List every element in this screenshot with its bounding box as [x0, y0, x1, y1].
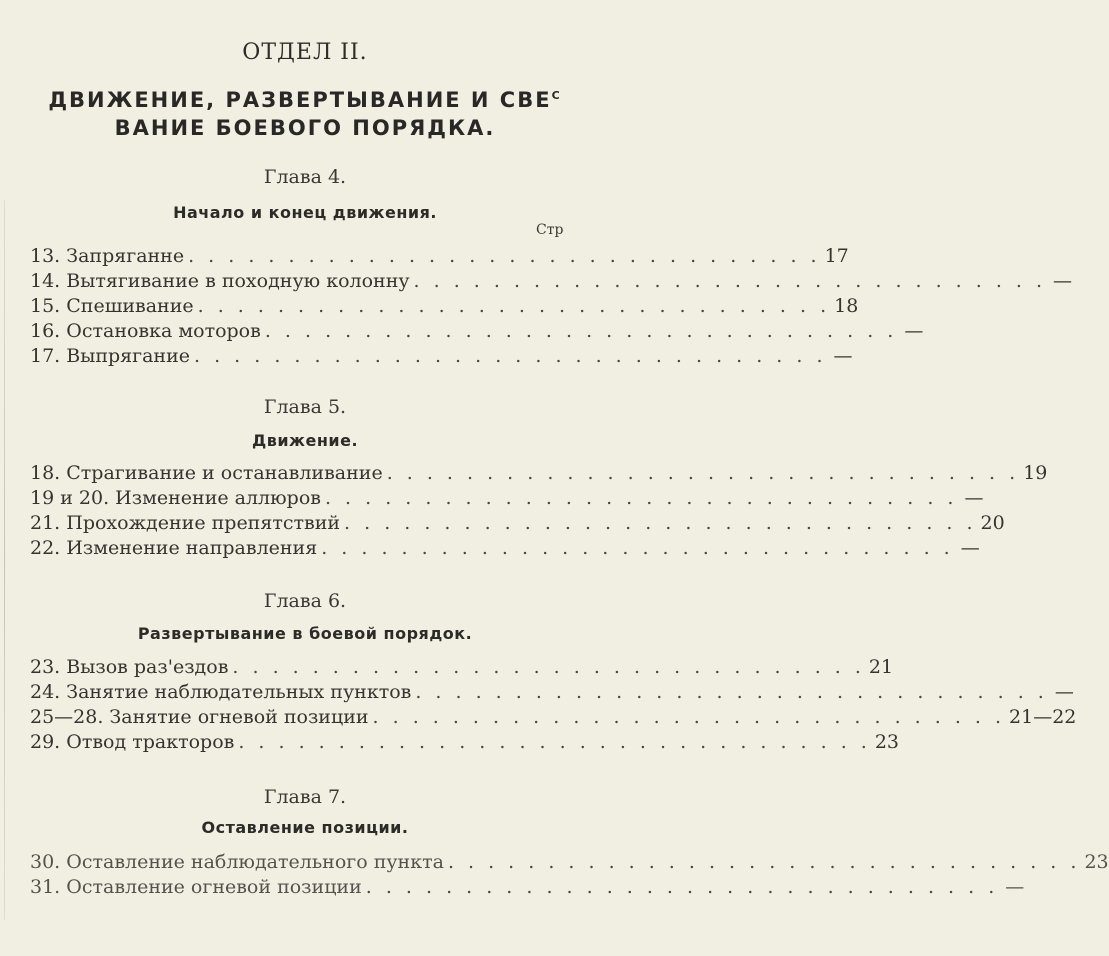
entry-text: 16. Остановка моторов: [30, 320, 261, 342]
toc-entry: [30, 487, 984, 513]
toc-entry: [30, 295, 859, 321]
toc-entry: [30, 512, 1005, 538]
entry-page: 17: [824, 245, 849, 267]
leader-dots: . . . . . . . . . . . . . . . . . . . . . . . . . . . . . . . .: [324, 487, 958, 509]
leader-dots: . . . . . . . . . . . . . . . . . . . . . . . . . . . . . . . .: [238, 731, 871, 753]
entry-page: —: [833, 345, 853, 367]
toc-entry: [30, 656, 894, 682]
chapter-6-title: Развертывание в боевой порядок.: [137, 624, 473, 643]
page-edge-shadow: [4, 200, 5, 920]
leader-dots: . . . . . . . . . . . . . . . . . . . . . . . . . . . . . . . .: [447, 851, 1081, 873]
entry-page: 19: [1023, 462, 1048, 484]
entry-page: 23: [1084, 851, 1109, 873]
toc-entry: [30, 320, 924, 346]
toc-entry: [30, 681, 1074, 707]
entry-page: 21—22: [1009, 706, 1077, 728]
entry-page: 23: [874, 731, 900, 753]
entry-text: 14. Вытягивание в походную колонну: [30, 270, 410, 292]
leader-dots: . . . . . . . . . . . . . . . . . . . . . . . . . . . . . . . .: [344, 512, 977, 534]
toc-entry: [30, 537, 980, 563]
page-column-label: Стр: [536, 222, 564, 238]
leader-dots: . . . . . . . . . . . . . . . . . . . . . . . . . . . . . . . .: [264, 320, 898, 342]
entry-page: —: [1053, 270, 1073, 292]
entry-page: —: [1005, 876, 1025, 898]
toc-entry: [30, 345, 853, 371]
leader-dots: . . . . . . . . . . . . . . . . . . . . . . . . . . . . . . . .: [232, 656, 865, 678]
leader-dots: . . . . . . . . . . . . . . . . . . . . . . . . . . . . . . . .: [372, 706, 1006, 728]
entry-text: 30. Оставление наблюдательного пункта: [30, 851, 444, 873]
leader-dots: . . . . . . . . . . . . . . . . . . . . . . . . . . . . . . . .: [386, 462, 1020, 484]
chapter-4-title: Начало и конец движения.: [173, 203, 437, 222]
toc-entry: [30, 245, 849, 271]
chapter-6-label: Глава 6.: [263, 590, 347, 612]
entry-text: 18. Страгивание и останавливание: [30, 462, 383, 484]
entry-text: 24. Занятие наблюдательных пунктов: [30, 681, 412, 703]
chapter-5-title: Движение.: [251, 431, 359, 450]
section-title: ОТДЕЛ II.: [242, 40, 368, 65]
toc-entry: [30, 270, 1073, 296]
entry-text: 17. Выпрягание: [30, 345, 191, 367]
toc-entry: [30, 706, 1077, 732]
heading-line-1-superscript: С: [551, 89, 562, 102]
entry-page: —: [964, 487, 984, 509]
entry-page: —: [1054, 681, 1074, 703]
section-heading-line-2: ВАНИЕ БОЕВОГО ПОРЯДКА.: [114, 116, 496, 140]
toc-entry: [30, 851, 1109, 877]
leader-dots: . . . . . . . . . . . . . . . . . . . . . . . . . . . . . . . .: [365, 876, 999, 898]
chapter-7-title: Оставление позиции.: [201, 818, 409, 837]
chapter-4-label: Глава 4.: [263, 166, 347, 188]
entry-text: 13. Запряганне: [30, 245, 185, 267]
entry-text: 21. Прохождение препятствий: [30, 512, 341, 534]
chapter-7-label: Глава 7.: [263, 786, 347, 808]
leader-dots: . . . . . . . . . . . . . . . . . . . . . . . . . . . . . . . .: [194, 345, 827, 367]
entry-page: 20: [980, 512, 1005, 534]
chapter-5-label: Глава 5.: [263, 396, 347, 418]
entry-page: 21: [868, 656, 894, 678]
leader-dots: . . . . . . . . . . . . . . . . . . . . . . . . . . . . . . . .: [197, 295, 831, 317]
leader-dots: . . . . . . . . . . . . . . . . . . . . . . . . . . . . . . . .: [413, 270, 1047, 292]
entry-page: —: [904, 320, 924, 342]
entry-text: 29. Отвод тракторов: [30, 731, 235, 753]
leader-dots: . . . . . . . . . . . . . . . . . . . . . . . . . . . . . . . .: [321, 537, 954, 559]
entry-text: 25—28. Занятие огневой позиции: [30, 706, 369, 728]
leader-dots: . . . . . . . . . . . . . . . . . . . . . . . . . . . . . . . .: [188, 245, 821, 267]
entry-text: 19 и 20. Изменение аллюров: [30, 487, 321, 509]
entry-page: 18: [834, 295, 859, 317]
entry-page: —: [960, 537, 980, 559]
leader-dots: . . . . . . . . . . . . . . . . . . . . . . . . . . . . . . . .: [415, 681, 1048, 703]
section-heading-line-1: [0, 88, 610, 112]
entry-text: 23. Вызов раз'ездов: [30, 656, 229, 678]
entry-text: 15. Спешивание: [30, 295, 194, 317]
heading-line-1-text: ДВИЖЕНИЕ, РАЗВЕРТЫВАНИЕ И СВЕ: [48, 88, 552, 112]
toc-entry: [30, 462, 1048, 488]
entry-text: 31. Оставление огневой позиции: [30, 876, 362, 898]
entry-text: 22. Изменение направления: [30, 537, 318, 559]
toc-entry: [30, 731, 900, 757]
toc-entry: [30, 876, 1025, 902]
